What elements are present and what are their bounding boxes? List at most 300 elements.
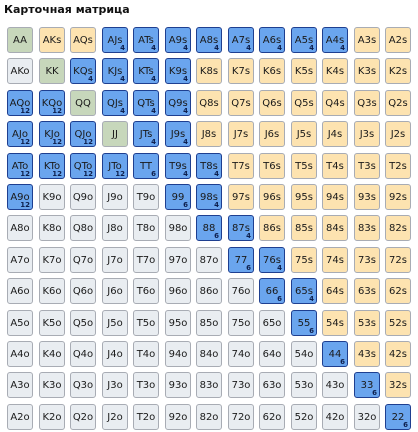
hand-cell-QTo[interactable]	[70, 153, 96, 179]
hand-cell-32s[interactable]	[385, 372, 411, 398]
hand-cell-K6s[interactable]	[259, 58, 285, 84]
hand-cell-Q8o[interactable]	[70, 215, 96, 241]
hand-cell-A4s[interactable]	[322, 27, 348, 53]
hand-cell-KTo[interactable]	[39, 153, 65, 179]
combo-count: 12	[52, 138, 62, 146]
combo-count: 4	[120, 107, 125, 115]
combo-count: 4	[309, 295, 314, 303]
hand-label: 72s	[389, 254, 407, 266]
hand-label: 85o	[199, 317, 219, 329]
hand-cell-JTs[interactable]	[133, 121, 159, 147]
hand-label: J6o	[107, 285, 123, 297]
hand-cell-55[interactable]	[291, 310, 317, 336]
hand-cell-98o[interactable]	[165, 215, 191, 241]
hand-cell-65o[interactable]	[259, 310, 285, 336]
hand-label: Q4o	[72, 348, 94, 360]
hand-label: J5s	[296, 128, 312, 140]
hand-label: QQ	[75, 97, 91, 109]
hand-label: KTo	[43, 160, 61, 172]
hand-label: 75o	[231, 317, 251, 329]
hand-cell-J2s[interactable]	[385, 121, 411, 147]
hand-label: 96o	[168, 285, 188, 297]
hand-label: A3o	[10, 379, 30, 391]
hand-label: J2o	[107, 411, 123, 423]
hand-cell-42o[interactable]	[322, 404, 348, 430]
hand-cell-K5o[interactable]	[39, 310, 65, 336]
hand-cell-62o[interactable]	[259, 404, 285, 430]
hand-label: Q6o	[72, 285, 94, 297]
combo-count: 12	[52, 107, 62, 115]
hand-label: A7s	[231, 34, 251, 46]
hand-cell-AJo[interactable]	[7, 121, 33, 147]
hand-label: A9o	[10, 191, 30, 203]
hand-cell-96o[interactable]	[165, 278, 191, 304]
hand-cell-85o[interactable]	[196, 310, 222, 336]
hand-label: J4o	[107, 348, 123, 360]
hand-cell-ATo[interactable]	[7, 153, 33, 179]
hand-cell-QJs[interactable]	[102, 90, 128, 116]
hand-label: 95o	[168, 317, 188, 329]
hand-cell-62s[interactable]	[385, 278, 411, 304]
hand-label: 63s	[358, 285, 376, 297]
hand-cell-65s[interactable]	[291, 278, 317, 304]
hand-label: AA	[13, 34, 27, 46]
hand-cell-97s[interactable]	[228, 184, 254, 210]
hand-cell-T6o[interactable]	[133, 278, 159, 304]
hand-label: AQo	[9, 97, 31, 109]
combo-count: 4	[340, 44, 345, 52]
hand-cell-J5s[interactable]	[291, 121, 317, 147]
hand-cell-J7o[interactable]	[102, 247, 128, 273]
hand-cell-86o[interactable]	[196, 278, 222, 304]
hand-label: J4s	[327, 128, 343, 140]
hand-label: 94s	[326, 191, 344, 203]
hand-label: 22	[391, 411, 405, 423]
hand-cell-A3s[interactable]	[354, 27, 380, 53]
hand-cell-T8o[interactable]	[133, 215, 159, 241]
combo-count: 6	[246, 264, 251, 272]
hand-cell-Q7s[interactable]	[228, 90, 254, 116]
hand-cell-T2o[interactable]	[133, 404, 159, 430]
hand-label: 84s	[326, 222, 344, 234]
hand-cell-54s[interactable]	[322, 310, 348, 336]
hand-cell-Q4s[interactable]	[322, 90, 348, 116]
hand-cell-22[interactable]	[385, 404, 411, 430]
hand-label: K4o	[42, 348, 62, 360]
hand-cell-KQo[interactable]	[39, 90, 65, 116]
hand-label: 93s	[358, 191, 376, 203]
hand-cell-J9s[interactable]	[165, 121, 191, 147]
hand-cell-95s[interactable]	[291, 184, 317, 210]
hand-cell-JJ[interactable]	[102, 121, 128, 147]
hand-label: K7s	[231, 65, 251, 77]
hand-cell-K9s[interactable]	[165, 58, 191, 84]
hand-cell-K7s[interactable]	[228, 58, 254, 84]
hand-label: 43s	[358, 348, 376, 360]
hand-cell-KQs[interactable]	[70, 58, 96, 84]
hand-cell-Q2s[interactable]	[385, 90, 411, 116]
hand-cell-87s[interactable]	[228, 215, 254, 241]
hand-cell-Q6o[interactable]	[70, 278, 96, 304]
hand-cell-52s[interactable]	[385, 310, 411, 336]
hand-cell-Q8s[interactable]	[196, 90, 222, 116]
hand-cell-A6o[interactable]	[7, 278, 33, 304]
hand-label: K8s	[199, 65, 219, 77]
hand-cell-Q3o[interactable]	[70, 372, 96, 398]
hand-cell-Q4o[interactable]	[70, 341, 96, 367]
hand-label: 55	[297, 317, 311, 329]
hand-label: A8s	[199, 34, 219, 46]
hand-cell-76s[interactable]	[259, 247, 285, 273]
hand-label: 97o	[168, 254, 188, 266]
hand-cell-72o[interactable]	[228, 404, 254, 430]
hand-cell-83s[interactable]	[354, 215, 380, 241]
hand-label: T7s	[232, 160, 250, 172]
combo-count: 6	[214, 232, 219, 240]
hand-label: 92s	[389, 191, 407, 203]
hand-cell-96s[interactable]	[259, 184, 285, 210]
hand-cell-T4o[interactable]	[133, 341, 159, 367]
hand-cell-K4o[interactable]	[39, 341, 65, 367]
hand-label: 92o	[168, 411, 188, 423]
hand-label: Q3s	[357, 97, 377, 109]
hand-label: 82o	[199, 411, 219, 423]
hand-cell-Q5o[interactable]	[70, 310, 96, 336]
hand-label: JTs	[139, 128, 153, 140]
hand-cell-53o[interactable]	[291, 372, 317, 398]
hand-label: T2s	[389, 160, 407, 172]
hand-cell-32o[interactable]	[354, 404, 380, 430]
hand-cell-KK[interactable]	[39, 58, 65, 84]
hand-cell-QJo[interactable]	[70, 121, 96, 147]
hand-cell-AA[interactable]	[7, 27, 33, 53]
hand-cell-A8s[interactable]	[196, 27, 222, 53]
hand-cell-97o[interactable]	[165, 247, 191, 273]
hand-label: 76o	[231, 285, 251, 297]
hand-label: T8o	[136, 222, 156, 234]
hand-cell-J5o[interactable]	[102, 310, 128, 336]
hand-label: T7o	[136, 254, 156, 266]
hand-cell-63s[interactable]	[354, 278, 380, 304]
hand-cell-K9o[interactable]	[39, 184, 65, 210]
hand-cell-Q9s[interactable]	[165, 90, 191, 116]
combo-count: 4	[309, 44, 314, 52]
hand-label: Q7s	[231, 97, 251, 109]
combo-count: 4	[151, 107, 156, 115]
hand-cell-A9o[interactable]	[7, 184, 33, 210]
hand-cell-84s[interactable]	[322, 215, 348, 241]
hand-cell-AJs[interactable]	[102, 27, 128, 53]
hand-cell-93o[interactable]	[165, 372, 191, 398]
hand-cell-Q6s[interactable]	[259, 90, 285, 116]
hand-label: Q8s	[199, 97, 219, 109]
hand-label: T9o	[136, 191, 156, 203]
hand-label: Q9s	[168, 97, 188, 109]
hand-cell-Q3s[interactable]	[354, 90, 380, 116]
hand-label: J3s	[359, 128, 375, 140]
hand-cell-KJo[interactable]	[39, 121, 65, 147]
hand-cell-77[interactable]	[228, 247, 254, 273]
hand-label: K8o	[42, 222, 62, 234]
hand-cell-ATs[interactable]	[133, 27, 159, 53]
hand-label: T3s	[358, 160, 376, 172]
hand-cell-93s[interactable]	[354, 184, 380, 210]
hand-cell-K8s[interactable]	[196, 58, 222, 84]
hand-cell-75o[interactable]	[228, 310, 254, 336]
hand-cell-A3o[interactable]	[7, 372, 33, 398]
hand-label: K6s	[262, 65, 282, 77]
hand-label: A9s	[168, 34, 188, 46]
hand-cell-92s[interactable]	[385, 184, 411, 210]
hand-cell-Q2o[interactable]	[70, 404, 96, 430]
hand-label: KK	[45, 65, 59, 77]
hand-cell-J6s[interactable]	[259, 121, 285, 147]
hand-cell-T5s[interactable]	[291, 153, 317, 179]
hand-label: 74o	[231, 348, 251, 360]
hand-label: T4s	[326, 160, 344, 172]
hand-cell-A7o[interactable]	[7, 247, 33, 273]
hand-label: J7s	[233, 128, 249, 140]
hand-cell-AKo[interactable]	[7, 58, 33, 84]
hand-label: 75s	[295, 254, 313, 266]
hand-cell-84o[interactable]	[196, 341, 222, 367]
hand-cell-A5s[interactable]	[291, 27, 317, 53]
hand-label: 73s	[358, 254, 376, 266]
hand-cell-87o[interactable]	[196, 247, 222, 273]
hand-label: A2s	[388, 34, 408, 46]
hand-cell-K5s[interactable]	[291, 58, 317, 84]
hand-label: 98s	[200, 191, 218, 203]
hand-cell-AQs[interactable]	[70, 27, 96, 53]
hand-label: 86o	[199, 285, 219, 297]
hand-cell-75s[interactable]	[291, 247, 317, 273]
combo-count: 4	[88, 75, 93, 83]
hand-cell-T7s[interactable]	[228, 153, 254, 179]
hand-label: T4o	[136, 348, 156, 360]
hand-cell-K3s[interactable]	[354, 58, 380, 84]
hand-cell-AKs[interactable]	[39, 27, 65, 53]
hand-cell-54o[interactable]	[291, 341, 317, 367]
hand-cell-K7o[interactable]	[39, 247, 65, 273]
combo-count: 12	[115, 170, 125, 178]
hand-label: Q5s	[294, 97, 314, 109]
hand-cell-AQo[interactable]	[7, 90, 33, 116]
hand-label: JJ	[112, 128, 118, 140]
hand-cell-K2o[interactable]	[39, 404, 65, 430]
hand-cell-A9s[interactable]	[165, 27, 191, 53]
hand-label: T6s	[263, 160, 281, 172]
hand-label: A6o	[10, 285, 30, 297]
hand-cell-74s[interactable]	[322, 247, 348, 273]
hand-cell-Q5s[interactable]	[291, 90, 317, 116]
hand-label: J6s	[264, 128, 280, 140]
hand-cell-J8s[interactable]	[196, 121, 222, 147]
hand-cell-64s[interactable]	[322, 278, 348, 304]
hand-cell-33[interactable]	[354, 372, 380, 398]
hand-cell-A2o[interactable]	[7, 404, 33, 430]
hand-cell-J3s[interactable]	[354, 121, 380, 147]
hand-cell-A8o[interactable]	[7, 215, 33, 241]
hand-label: 62o	[262, 411, 282, 423]
hand-cell-52o[interactable]	[291, 404, 317, 430]
hand-label: K7o	[42, 254, 62, 266]
hand-cell-94s[interactable]	[322, 184, 348, 210]
hand-label: A4s	[325, 34, 345, 46]
hand-cell-T7o[interactable]	[133, 247, 159, 273]
hand-cell-72s[interactable]	[385, 247, 411, 273]
hand-cell-A5o[interactable]	[7, 310, 33, 336]
hand-label: T2o	[136, 411, 156, 423]
hand-cell-82s[interactable]	[385, 215, 411, 241]
hand-cell-J4s[interactable]	[322, 121, 348, 147]
hand-label: Q5o	[72, 317, 94, 329]
combo-count: 6	[403, 421, 408, 429]
hand-cell-T8s[interactable]	[196, 153, 222, 179]
combo-count: 4	[277, 44, 282, 52]
combo-count: 4	[183, 107, 188, 115]
hand-label: 87s	[232, 222, 250, 234]
hand-cell-43s[interactable]	[354, 341, 380, 367]
hand-cell-73o[interactable]	[228, 372, 254, 398]
hand-cell-J2o[interactable]	[102, 404, 128, 430]
hand-label: 52s	[389, 317, 407, 329]
hand-cell-A2s[interactable]	[385, 27, 411, 53]
hand-cell-J6o[interactable]	[102, 278, 128, 304]
hand-cell-T3o[interactable]	[133, 372, 159, 398]
combo-count: 4	[183, 138, 188, 146]
hand-cell-74o[interactable]	[228, 341, 254, 367]
hand-cell-J9o[interactable]	[102, 184, 128, 210]
hand-label: 77	[234, 254, 248, 266]
hand-cell-Q7o[interactable]	[70, 247, 96, 273]
hand-label: JTo	[108, 160, 122, 172]
hand-cell-T9s[interactable]	[165, 153, 191, 179]
hand-cell-99[interactable]	[165, 184, 191, 210]
hand-label: K3o	[42, 379, 62, 391]
hand-cell-63o[interactable]	[259, 372, 285, 398]
hand-cell-T3s[interactable]	[354, 153, 380, 179]
hand-label: AKs	[42, 34, 62, 46]
combo-count: 6	[309, 327, 314, 335]
hand-cell-K3o[interactable]	[39, 372, 65, 398]
hand-label: T5s	[295, 160, 313, 172]
hand-cell-43o[interactable]	[322, 372, 348, 398]
hand-label: J9o	[107, 191, 123, 203]
hand-cell-82o[interactable]	[196, 404, 222, 430]
hand-cell-KJs[interactable]	[102, 58, 128, 84]
hand-label: 73o	[231, 379, 251, 391]
hand-cell-53s[interactable]	[354, 310, 380, 336]
hand-cell-86s[interactable]	[259, 215, 285, 241]
hand-cell-J8o[interactable]	[102, 215, 128, 241]
hand-label: QJs	[106, 97, 124, 109]
combo-count: 4	[151, 75, 156, 83]
hand-cell-42s[interactable]	[385, 341, 411, 367]
hand-label: 32o	[357, 411, 377, 423]
combo-count: 12	[83, 170, 93, 178]
hand-cell-T4s[interactable]	[322, 153, 348, 179]
combo-count: 4	[246, 232, 251, 240]
hand-cell-66[interactable]	[259, 278, 285, 304]
combo-count: 4	[183, 44, 188, 52]
hand-cell-QQ[interactable]	[70, 90, 96, 116]
hand-cell-83o[interactable]	[196, 372, 222, 398]
hand-cell-K2s[interactable]	[385, 58, 411, 84]
hand-label: QTs	[137, 97, 155, 109]
hand-cell-T6s[interactable]	[259, 153, 285, 179]
hand-cell-88[interactable]	[196, 215, 222, 241]
hand-cell-J4o[interactable]	[102, 341, 128, 367]
hand-label: J3o	[107, 379, 123, 391]
hand-label: 43o	[325, 379, 345, 391]
hand-cell-T2s[interactable]	[385, 153, 411, 179]
hand-cell-94o[interactable]	[165, 341, 191, 367]
hand-cell-K4s[interactable]	[322, 58, 348, 84]
hand-label: A2o	[10, 411, 30, 423]
hand-cell-A4o[interactable]	[7, 341, 33, 367]
hand-label: 83s	[358, 222, 376, 234]
hand-cell-92o[interactable]	[165, 404, 191, 430]
combo-count: 6	[340, 358, 345, 366]
hand-label: K6o	[42, 285, 62, 297]
hand-cell-J3o[interactable]	[102, 372, 128, 398]
hand-label: K5o	[42, 317, 62, 329]
hand-label: K4s	[325, 65, 345, 77]
hand-label: 42s	[389, 348, 407, 360]
hand-label: 87o	[199, 254, 219, 266]
hand-label: A7o	[10, 254, 30, 266]
hand-label: T3o	[136, 379, 156, 391]
hand-cell-85s[interactable]	[291, 215, 317, 241]
hand-label: A3s	[357, 34, 377, 46]
hand-cell-95o[interactable]	[165, 310, 191, 336]
hand-label: A5s	[294, 34, 314, 46]
hand-label: 95s	[295, 191, 313, 203]
hand-cell-44[interactable]	[322, 341, 348, 367]
hand-cell-A6s[interactable]	[259, 27, 285, 53]
hand-cell-73s[interactable]	[354, 247, 380, 273]
hand-cell-T5o[interactable]	[133, 310, 159, 336]
hand-label: 93o	[168, 379, 188, 391]
hand-cell-K8o[interactable]	[39, 215, 65, 241]
hand-label: 44	[328, 348, 342, 360]
hand-cell-KTs[interactable]	[133, 58, 159, 84]
hand-cell-98s[interactable]	[196, 184, 222, 210]
hand-cell-JTo[interactable]	[102, 153, 128, 179]
combo-count: 6	[151, 170, 156, 178]
hand-label: A8o	[10, 222, 30, 234]
hand-label: K2s	[388, 65, 408, 77]
hand-label: T6o	[136, 285, 156, 297]
hand-cell-TT[interactable]	[133, 153, 159, 179]
combo-count: 6	[277, 295, 282, 303]
hand-cell-76o[interactable]	[228, 278, 254, 304]
hand-cell-K6o[interactable]	[39, 278, 65, 304]
hand-label: 54o	[294, 348, 314, 360]
hand-label: 97s	[232, 191, 250, 203]
hand-label: J9s	[170, 128, 186, 140]
hand-cell-J7s[interactable]	[228, 121, 254, 147]
hand-cell-QTs[interactable]	[133, 90, 159, 116]
hand-cell-T9o[interactable]	[133, 184, 159, 210]
hand-cell-64o[interactable]	[259, 341, 285, 367]
hand-label: K9s	[168, 65, 188, 77]
combo-count: 4	[120, 75, 125, 83]
hand-label: 82s	[389, 222, 407, 234]
hand-cell-A7s[interactable]	[228, 27, 254, 53]
hand-cell-Q9o[interactable]	[70, 184, 96, 210]
hand-label: J8s	[201, 128, 217, 140]
